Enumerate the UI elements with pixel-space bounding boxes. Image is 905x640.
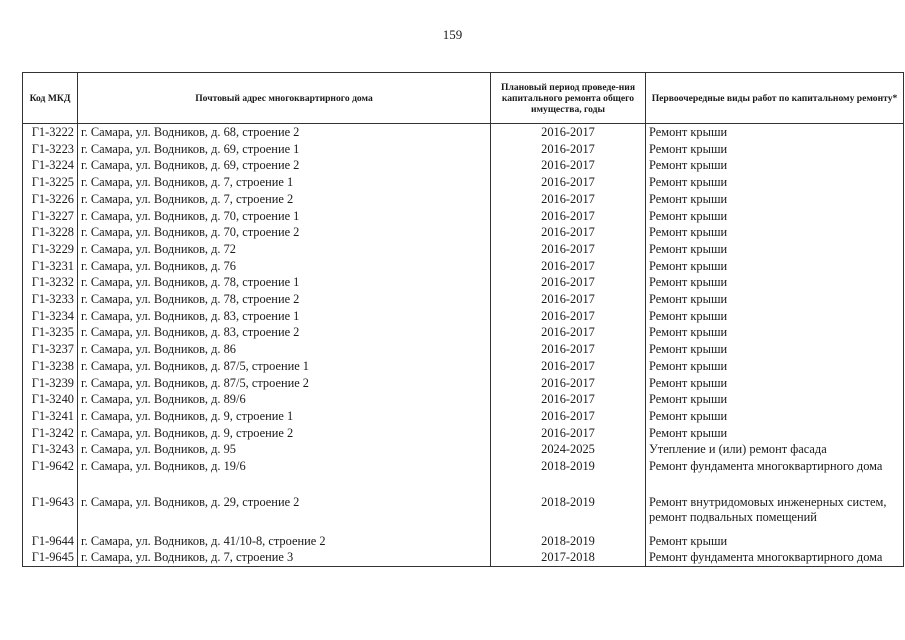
- cell-address: г. Самара, ул. Водников, д. 78, строение 2: [78, 291, 491, 308]
- cell-works: [646, 141, 904, 158]
- table-row: [23, 324, 904, 341]
- work-item: Ремонт крыши: [649, 275, 728, 290]
- cell-code: Г1-3224: [23, 157, 78, 174]
- cell-period: 2016-2017: [491, 191, 646, 208]
- cell-code: Г1-3226: [23, 191, 78, 208]
- spacer-cell: [491, 475, 646, 485]
- cell-period: 2016-2017: [491, 358, 646, 375]
- row-spacer: [23, 475, 904, 485]
- table-row: [23, 274, 904, 291]
- table-row: [23, 549, 904, 566]
- cell-works: [646, 485, 904, 533]
- work-item: Ремонт крыши: [649, 358, 728, 373]
- cell-period: 2024-2025: [491, 441, 646, 458]
- table-row: [23, 124, 904, 141]
- table-row: [23, 157, 904, 174]
- table-row: [23, 458, 904, 475]
- cell-period: 2018-2019: [491, 458, 646, 475]
- cell-period: 2016-2017: [491, 308, 646, 325]
- cell-works: [646, 224, 904, 241]
- page-number: 159: [442, 27, 463, 42]
- table-row: [23, 425, 904, 442]
- work-item: Утепление и (или) ремонт фасада: [649, 442, 827, 457]
- cell-code: Г1-3227: [23, 208, 78, 225]
- table-row: [23, 241, 904, 258]
- cell-address: г. Самара, ул. Водников, д. 29, строение 2: [78, 485, 491, 533]
- cell-code: Г1-3243: [23, 441, 78, 458]
- spacer-cell: [646, 475, 904, 485]
- cell-period: 2016-2017: [491, 141, 646, 158]
- cell-period: 2018-2019: [491, 485, 646, 533]
- cell-code: Г1-3229: [23, 241, 78, 258]
- cell-period: 2016-2017: [491, 291, 646, 308]
- cell-works: [646, 549, 904, 566]
- work-item: Ремонт крыши: [649, 308, 728, 323]
- cell-works: [646, 174, 904, 191]
- table-row: [23, 224, 904, 241]
- cell-code: Г1-3222: [23, 124, 78, 141]
- work-item: Ремонт крыши: [649, 408, 728, 423]
- cell-address: г. Самара, ул. Водников, д. 83, строение 1: [78, 308, 491, 325]
- cell-address: г. Самара, ул. Водников, д. 19/6: [78, 458, 491, 475]
- cell-code: Г1-9644: [23, 533, 78, 550]
- table-row: [23, 391, 904, 408]
- cell-works: [646, 258, 904, 275]
- table-body: [23, 124, 904, 567]
- work-item: Ремонт крыши: [649, 258, 728, 273]
- cell-period: 2016-2017: [491, 391, 646, 408]
- cell-period: 2016-2017: [491, 375, 646, 392]
- work-item: Ремонт внутридомовых инженерных систем,: [649, 494, 887, 509]
- cell-works: [646, 308, 904, 325]
- cell-period: 2016-2017: [491, 157, 646, 174]
- work-item: Ремонт крыши: [649, 191, 728, 206]
- table-row: [23, 341, 904, 358]
- cell-period: 2016-2017: [491, 274, 646, 291]
- cell-code: Г1-9642: [23, 458, 78, 475]
- cell-works: [646, 208, 904, 225]
- cell-works: [646, 274, 904, 291]
- cell-works: [646, 191, 904, 208]
- work-item: Ремонт крыши: [649, 392, 728, 407]
- cell-code: Г1-3225: [23, 174, 78, 191]
- cell-works: [646, 124, 904, 141]
- work-item: Ремонт крыши: [649, 325, 728, 340]
- cell-address: г. Самара, ул. Водников, д. 9, строение 2: [78, 425, 491, 442]
- table-row: [23, 141, 904, 158]
- cell-code: Г1-3231: [23, 258, 78, 275]
- table-row: [23, 174, 904, 191]
- cell-period: 2016-2017: [491, 174, 646, 191]
- cell-works: [646, 533, 904, 550]
- table-header: [23, 73, 904, 124]
- cell-code: Г1-3240: [23, 391, 78, 408]
- cell-period: 2016-2017: [491, 324, 646, 341]
- work-item: Ремонт крыши: [649, 125, 728, 139]
- cell-code: Г1-3228: [23, 224, 78, 241]
- cell-period: 2016-2017: [491, 425, 646, 442]
- cell-works: [646, 291, 904, 308]
- table-row: [23, 358, 904, 375]
- cell-works: [646, 408, 904, 425]
- cell-works: [646, 458, 904, 475]
- cell-code: Г1-3242: [23, 425, 78, 442]
- cell-code: Г1-3239: [23, 375, 78, 392]
- cell-code: Г1-3238: [23, 358, 78, 375]
- cell-code: Г1-3241: [23, 408, 78, 425]
- header-row: [23, 73, 904, 124]
- cell-address: г. Самара, ул. Водников, д. 76: [78, 258, 491, 275]
- cell-code: Г1-3223: [23, 141, 78, 158]
- cell-address: г. Самара, ул. Водников, д. 7, строение 2: [78, 191, 491, 208]
- work-item: ремонт подвальных помещений: [649, 509, 817, 524]
- cell-address: г. Самара, ул. Водников, д. 87/5, строение 2: [78, 375, 491, 392]
- cell-address: г. Самара, ул. Водников, д. 9, строение 1: [78, 408, 491, 425]
- cell-address: г. Самара, ул. Водников, д. 68, строение 2: [78, 124, 491, 141]
- work-item: Ремонт крыши: [649, 425, 728, 440]
- cell-works: [646, 341, 904, 358]
- table-row: [23, 208, 904, 225]
- header-code: Код МКД: [23, 73, 78, 124]
- work-item: Ремонт крыши: [649, 158, 728, 173]
- cell-address: г. Самара, ул. Водников, д. 83, строение 2: [78, 324, 491, 341]
- work-item: Ремонт крыши: [649, 342, 728, 357]
- cell-code: Г1-3234: [23, 308, 78, 325]
- cell-address: г. Самара, ул. Водников, д. 69, строение 1: [78, 141, 491, 158]
- cell-address: г. Самара, ул. Водников, д. 78, строение 1: [78, 274, 491, 291]
- cell-works: [646, 375, 904, 392]
- table-row: [23, 191, 904, 208]
- table-row: [23, 533, 904, 550]
- cell-code: Г1-3232: [23, 274, 78, 291]
- work-item: Ремонт крыши: [649, 533, 728, 548]
- work-item: Ремонт крыши: [649, 175, 728, 190]
- cell-address: г. Самара, ул. Водников, д. 86: [78, 341, 491, 358]
- cell-period: 2016-2017: [491, 224, 646, 241]
- cell-address: г. Самара, ул. Водников, д. 72: [78, 241, 491, 258]
- cell-works: [646, 425, 904, 442]
- table-row: [23, 291, 904, 308]
- header-period: Плановый период проведе-ния капитального ремонта общего имущества, годы: [491, 73, 646, 124]
- cell-address: г. Самара, ул. Водников, д. 7, строение 1: [78, 174, 491, 191]
- table-row: [23, 258, 904, 275]
- table-row: [23, 375, 904, 392]
- cell-period: 2016-2017: [491, 208, 646, 225]
- cell-code: Г1-3235: [23, 324, 78, 341]
- table-row: [23, 408, 904, 425]
- cell-period: 2016-2017: [491, 124, 646, 141]
- cell-period: 2017-2018: [491, 549, 646, 566]
- cell-works: [646, 241, 904, 258]
- capital-repair-table: [22, 72, 904, 567]
- cell-code: Г1-9645: [23, 549, 78, 566]
- work-item: Ремонт фундамента многоквартирного дома: [649, 459, 883, 474]
- cell-address: г. Самара, ул. Водников, д. 95: [78, 441, 491, 458]
- work-item: Ремонт крыши: [649, 208, 728, 223]
- header-works: Первоочередные виды работ по капитальному ремонту*: [646, 73, 904, 124]
- work-item: Ремонт крыши: [649, 375, 728, 390]
- cell-works: [646, 391, 904, 408]
- work-item: Ремонт крыши: [649, 225, 728, 240]
- cell-period: 2016-2017: [491, 408, 646, 425]
- work-item: Ремонт фундамента многоквартирного дома: [649, 550, 883, 565]
- cell-works: [646, 441, 904, 458]
- cell-address: г. Самара, ул. Водников, д. 87/5, строение 1: [78, 358, 491, 375]
- cell-works: [646, 358, 904, 375]
- table-row: [23, 485, 904, 533]
- work-item: Ремонт крыши: [649, 241, 728, 256]
- cell-period: 2016-2017: [491, 258, 646, 275]
- cell-period: 2016-2017: [491, 241, 646, 258]
- cell-address: г. Самара, ул. Водников, д. 41/10-8, строение 2: [78, 533, 491, 550]
- cell-code: Г1-9643: [23, 485, 78, 533]
- cell-address: г. Самара, ул. Водников, д. 7, строение 3: [78, 549, 491, 566]
- table-row: [23, 308, 904, 325]
- cell-code: Г1-3233: [23, 291, 78, 308]
- cell-period: 2018-2019: [491, 533, 646, 550]
- table-row: [23, 441, 904, 458]
- spacer-cell: [23, 475, 78, 485]
- work-item: Ремонт крыши: [649, 292, 728, 307]
- cell-period: 2016-2017: [491, 341, 646, 358]
- cell-address: г. Самара, ул. Водников, д. 70, строение 2: [78, 224, 491, 241]
- header-address: Почтовый адрес многоквартирного дома: [78, 73, 491, 124]
- cell-address: г. Самара, ул. Водников, д. 69, строение 2: [78, 157, 491, 174]
- spacer-cell: [78, 475, 491, 485]
- cell-works: [646, 157, 904, 174]
- cell-code: Г1-3237: [23, 341, 78, 358]
- work-item: Ремонт крыши: [649, 141, 728, 156]
- cell-address: г. Самара, ул. Водников, д. 70, строение 1: [78, 208, 491, 225]
- cell-works: [646, 324, 904, 341]
- cell-address: г. Самара, ул. Водников, д. 89/6: [78, 391, 491, 408]
